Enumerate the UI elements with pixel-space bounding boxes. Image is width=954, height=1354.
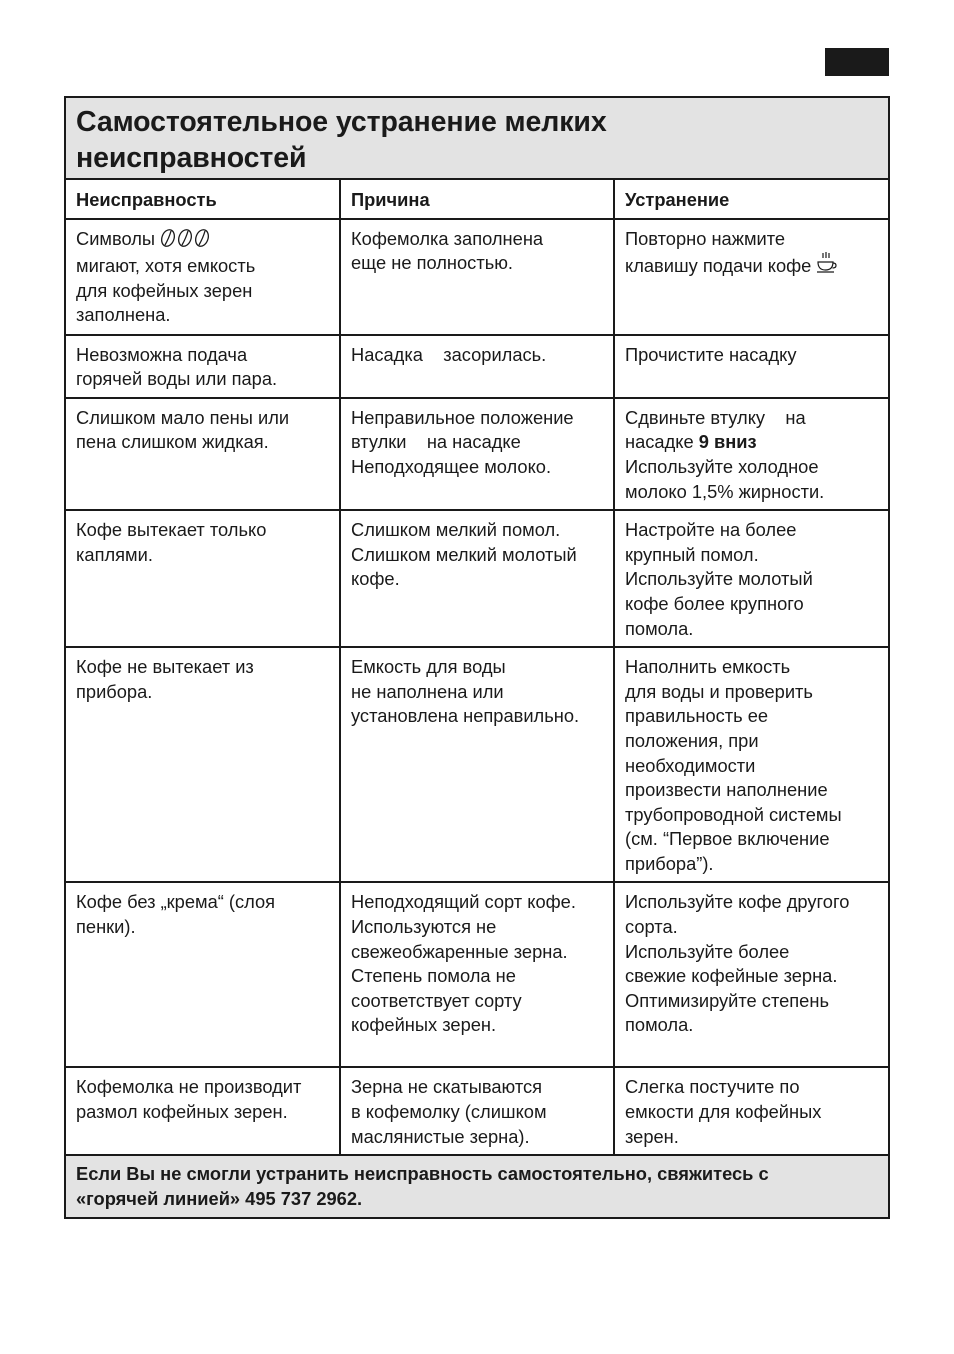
remedy-cell: Слегка постучите по емкости для кофейных зерен. [614,1067,888,1154]
table-row [66,219,888,335]
page-title: Самостоятельное устранение мелких неисправностей [76,106,607,174]
coffee-cup-icon [816,251,838,282]
remedy-cell: Прочистите насадку [614,335,888,398]
troubleshooting-table [66,180,888,1154]
hotline-note: Если Вы не смогли устранить неисправность самостоятельно, свяжитесь с «горячей линией» 495 737 2962. [66,1154,888,1217]
cause-cell: Слишком мелкий помол. Слишком мелкий молотый кофе. [340,510,614,647]
cause-cell: Неподходящий сорт кофе. Используются не свежеобжаренные зерна. Степень помола не соответствует сорту кофейных зерен. [340,882,614,1067]
cause-cell: Неправильное положение втулки на насадке Неподходящее молоко. [340,398,614,510]
troubleshooting-box [64,96,890,1219]
problem-cell: Кофе вытекает только каплями. [66,510,340,647]
cause-cell: Насадка засорилась. [340,335,614,398]
table-row [66,882,888,1067]
problem-cell: Невозможна подача горячей воды или пара. [66,335,340,398]
problem-cell: Кофе не вытекает из прибора. [66,647,340,882]
header-remedy: Устранение [614,180,888,219]
problem-cell: Слишком мало пены или пена слишком жидкая. [66,398,340,510]
header-cause: Причина [340,180,614,219]
table-row [66,335,888,398]
problem-cell: Символы мигают, хотя емкость для кофейных зерен заполнена. [66,219,340,335]
remedy-cell: Наполнить емкость для воды и проверить правильность ее положения, при необходимости произвести наполнение трубопроводной системы (см. “Первое включение прибора”). [614,647,888,882]
table-row [66,1067,888,1154]
cause-cell: Зерна не скатываются в кофемолку (слишком маслянистые зерна). [340,1067,614,1154]
table-row [66,647,888,882]
coffee-bean-icon [160,228,212,255]
table-row [66,510,888,647]
cause-cell: Емкость для воды не наполнена или установлена неправильно. [340,647,614,882]
problem-cell: Кофе без „крема“ (слоя пенки). [66,882,340,1067]
table-header-row [66,180,888,219]
remedy-cell: Повторно нажмите клавишу подачи кофе [614,219,888,335]
cause-cell: Кофемолка заполнена еще не полностью. [340,219,614,335]
remedy-cell: Настройте на более крупный помол. Используйте молотый кофе более крупного помола. [614,510,888,647]
title-box [66,98,888,180]
problem-cell: Кофемолка не производит размол кофейных зерен. [66,1067,340,1154]
language-tab-marker [825,48,889,76]
remedy-cell: Сдвиньте втулку на насадке 9 вниз Используйте холодное молоко 1,5% жирности. [614,398,888,510]
header-problem: Неисправность [66,180,340,219]
table-row [66,398,888,510]
remedy-cell: Используйте кофе другого сорта. Используйте более свежие кофейные зерна. Оптимизируйте степень помола. [614,882,888,1067]
